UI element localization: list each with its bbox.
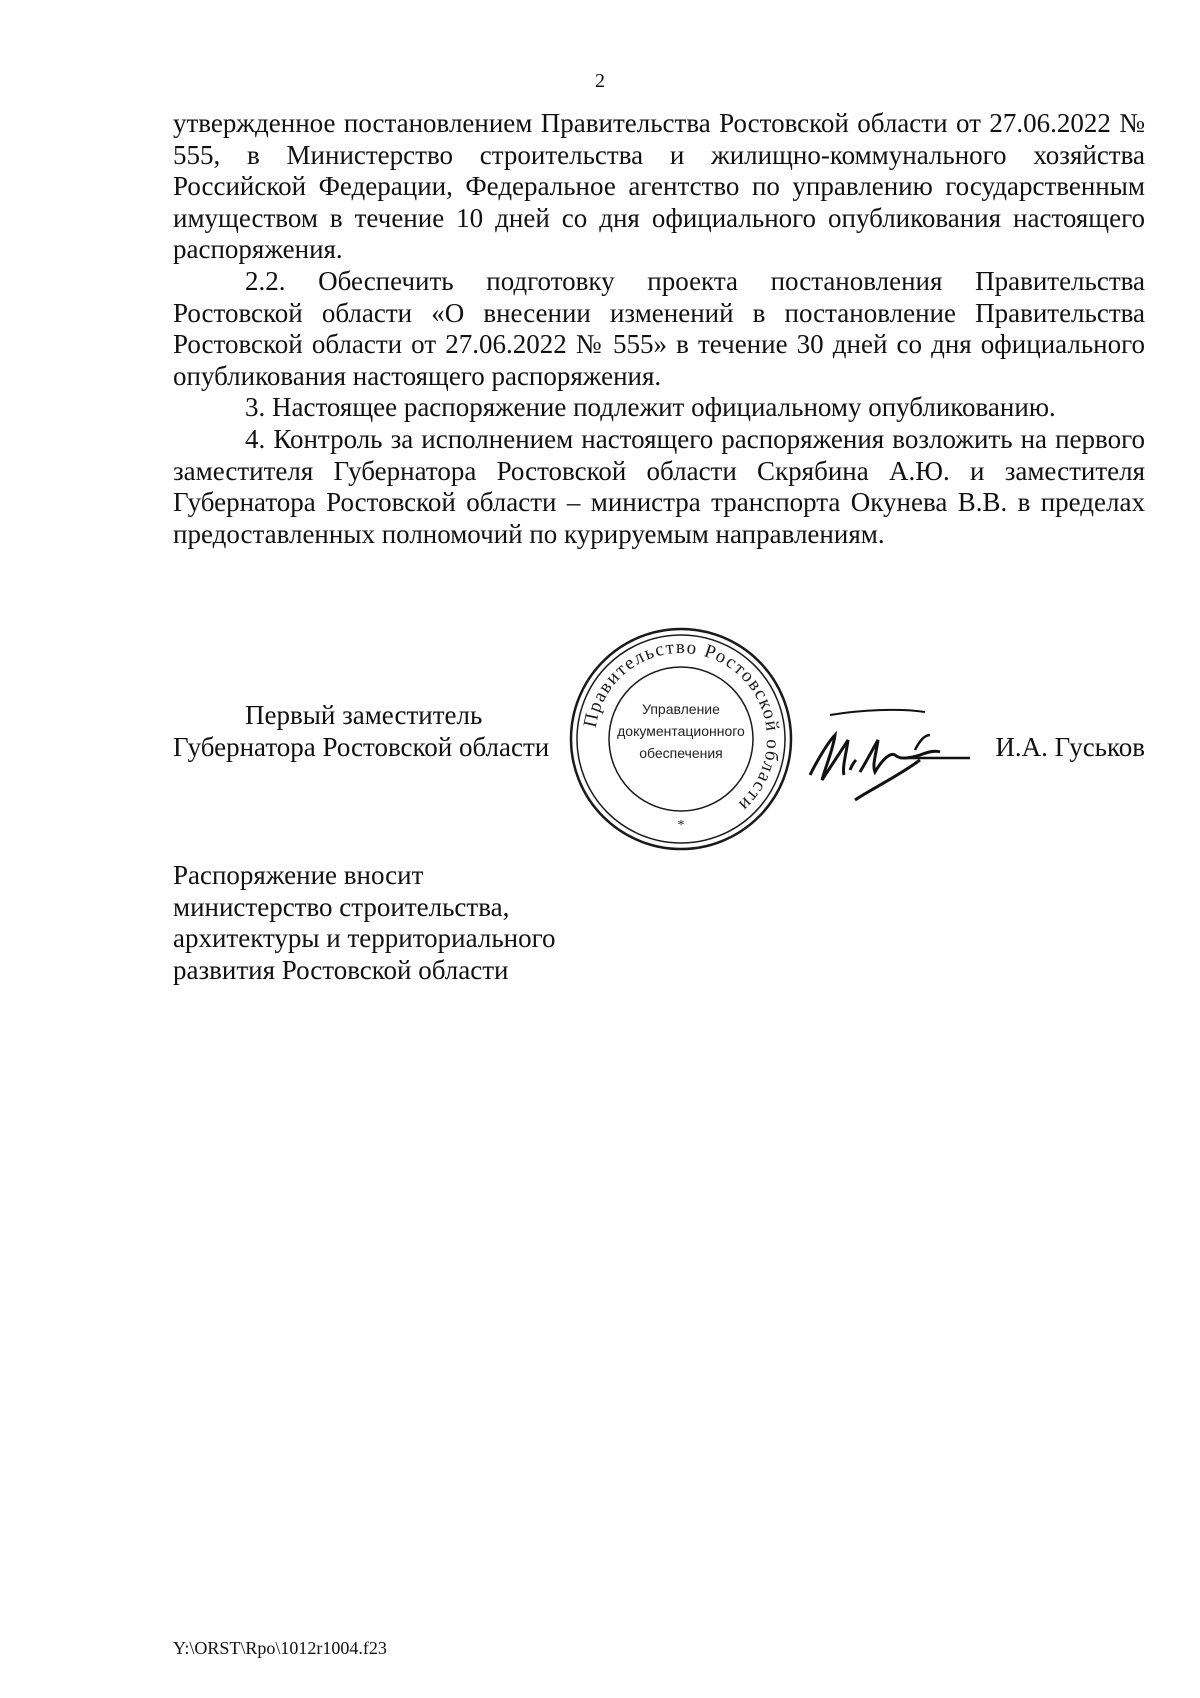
seal-inner-text xyxy=(607,698,755,764)
signature-graphic xyxy=(800,700,975,810)
contributor-line4: развития Ростовской области xyxy=(173,954,509,985)
document-body xyxy=(173,108,1145,550)
paragraph-continuation: утвержденное постановлением Правительства Ростовской области от 27.06.2022 № 555, в Министерство строительства и жилищно-коммунального хозяйства Российской Федерации, Федеральное агентство по управлению государственным имуществом в течение 10 дней со дня официального опубликования настоящего распоряжения. xyxy=(173,108,1145,265)
signatory-title-line1: Первый заместитель xyxy=(245,700,483,730)
seal-star: * xyxy=(677,818,685,833)
seal-inner-line3: обеспечения xyxy=(639,745,723,761)
paragraph-4: 4. Контроль за исполнением настоящего распоряжения возложить на первого заместителя Губернатора Ростовской области Скрябина А.Ю. и заместителя Губернатора Ростовской области – министра транспорта Окунева В.В. в пределах предоставленных полномочий по курируемым направлениям. xyxy=(173,423,1145,549)
signatory-title xyxy=(173,700,549,763)
seal-outer-text: Правительство Ростовской области xyxy=(579,636,784,817)
official-seal xyxy=(567,625,795,853)
seal-inner-line1: Управление xyxy=(642,701,720,717)
contributor-line3: архитектуры и территориального xyxy=(173,923,556,954)
file-path-footer: Y:\ORST\Rpo\1012r1004.f23 xyxy=(173,1638,387,1658)
contributor-block xyxy=(173,860,556,986)
contributor-line1: Распоряжение вносит xyxy=(173,860,424,890)
contributor-line2: министерство строительства, xyxy=(173,891,510,922)
paragraph-3: 3. Настоящее распоряжение подлежит официальному опубликованию. xyxy=(245,392,1056,423)
handwritten-signature xyxy=(800,700,975,810)
seal-inner-line2: документационного xyxy=(617,723,745,739)
signatory-title-line2: Губернатора Ростовской области xyxy=(173,731,550,762)
signer-name: И.А. Гуськов xyxy=(995,732,1145,762)
page-number: 2 xyxy=(595,70,605,92)
paragraph-2-2: 2.2. Обеспечить подготовку проекта постановления Правительства Ростовской области «О внесении изменений в постановление Правительства Ростовской области от 27.06.2022 № 555» в течение 30 дней со дня официального опубликования настоящего распоряжения. xyxy=(173,265,1145,391)
